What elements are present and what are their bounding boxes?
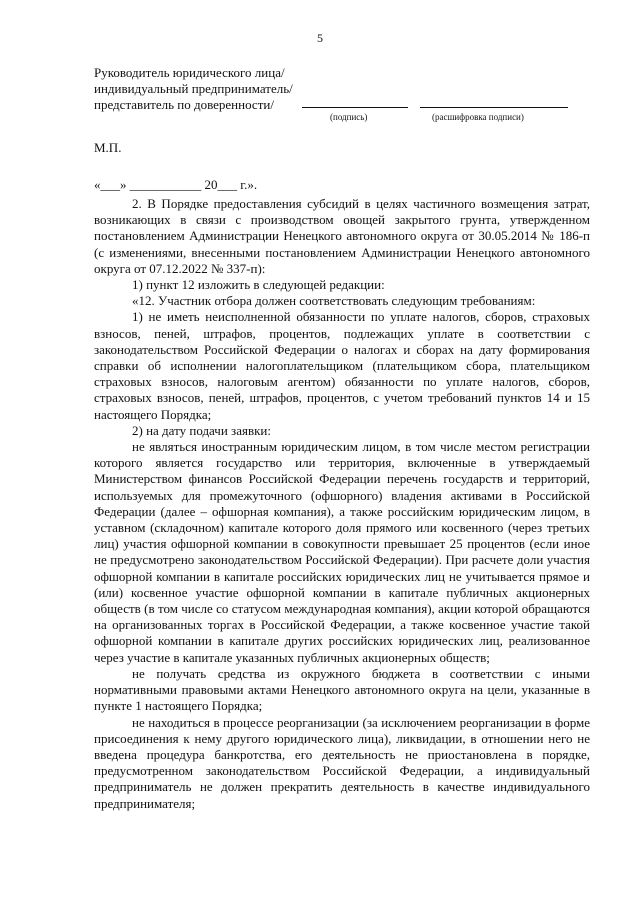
signature-rule	[302, 107, 408, 108]
signature-decode-rule	[420, 107, 568, 108]
signatory-title	[94, 65, 293, 113]
paragraph: не находиться в процессе реорганизации (за исключением реорганизации в форме присоединения к нему другого юридического лица), ликвидации, в отношении него не введена процедура банкротства, его деятельность не приостановлена в порядке, предусмотренном законодательством Российской Федерации, а индивидуальный предприниматель не должен прекратить деятельность в качестве индивидуального предпринимателя;	[94, 714, 590, 811]
paragraph: не получать средства из окружного бюджета в соответствии с иными нормативными правовыми актами Ненецкого автономного округа на цели, указанные в пункте 1 настоящего Порядка;	[94, 665, 590, 714]
signature-caption: (подпись)	[330, 112, 368, 122]
page-number: 5	[317, 31, 323, 45]
stamp-label: М.П.	[94, 140, 122, 155]
paragraph: 1) пункт 12 изложить в следующей редакции:	[132, 277, 385, 293]
paragraph: 2) на дату подачи заявки:	[132, 422, 271, 438]
date-line: «___» ___________ 20___ г.».	[94, 177, 258, 192]
signatory-line: представитель по доверенности/	[94, 97, 274, 112]
signatory-line: Руководитель юридического лица/	[94, 65, 285, 80]
signature-decode-caption: (расшифровка подписи)	[432, 112, 524, 122]
paragraph: 2. В Порядке предоставления субсидий в целях частичного возмещения затрат, возникающих в связи с производством овощей закрытого грунта, утвержденном постановлением Администрации Ненецкого автономного округа от 30.05.2014 № 186-п (с изменениями, внесенными постановлением Администрации Ненецкого автономного округа от 07.12.2022 № 337-п):	[94, 196, 590, 276]
paragraph: не являться иностранным юридическим лицом, в том числе местом регистрации которого является государство или территория, включенные в утверждаемый Министерством финансов Российской Федерации перечень государств и территорий, используемых для промежуточного (офшорного) владения активами в Российской Федерации (далее – офшорная компания), а также российским юридическим лицом, в уставном (складочном) капитале которого доля прямого или косвенного (через третьих лиц) участия офшорной компании в совокупности превышает 25 процентов (если иное не предусмотрено законодательством Российской Федерации). При расчете доли участия офшорной компании в капитале российских юридических лиц не учитывается прямое и (или) косвенное участие офшорной компании в капитале публичных акционерных обществ (в том числе со статусом международная компания), акции которой обращаются на организованных торгах в Российской Федерации, а также косвенное участие такой офшорной компании в капитале других российских юридических лиц, реализованное через участие в капитале указанных публичных акционерных обществ;	[94, 439, 590, 665]
document-body	[94, 196, 590, 812]
signatory-line: индивидуальный предприниматель/	[94, 81, 293, 96]
paragraph: 1) не иметь неисполненной обязанности по уплате налогов, сборов, страховых взносов, пеней, штрафов, процентов, подлежащих уплате в соответствии с законодательством Российской Федерации о налогах и сборах на дату формирования справки об исполнении налогоплательщиком (плательщиком сбора, плательщиком страховых взносов, налоговым агентом) обязанности по уплате налогов, сборов, страховых взносов, пеней, штрафов, процентов, с учетом требований пунктов 14 и 15 настоящего Порядка;	[94, 309, 590, 422]
paragraph: «12. Участник отбора должен соответствовать следующим требованиям:	[132, 293, 536, 309]
